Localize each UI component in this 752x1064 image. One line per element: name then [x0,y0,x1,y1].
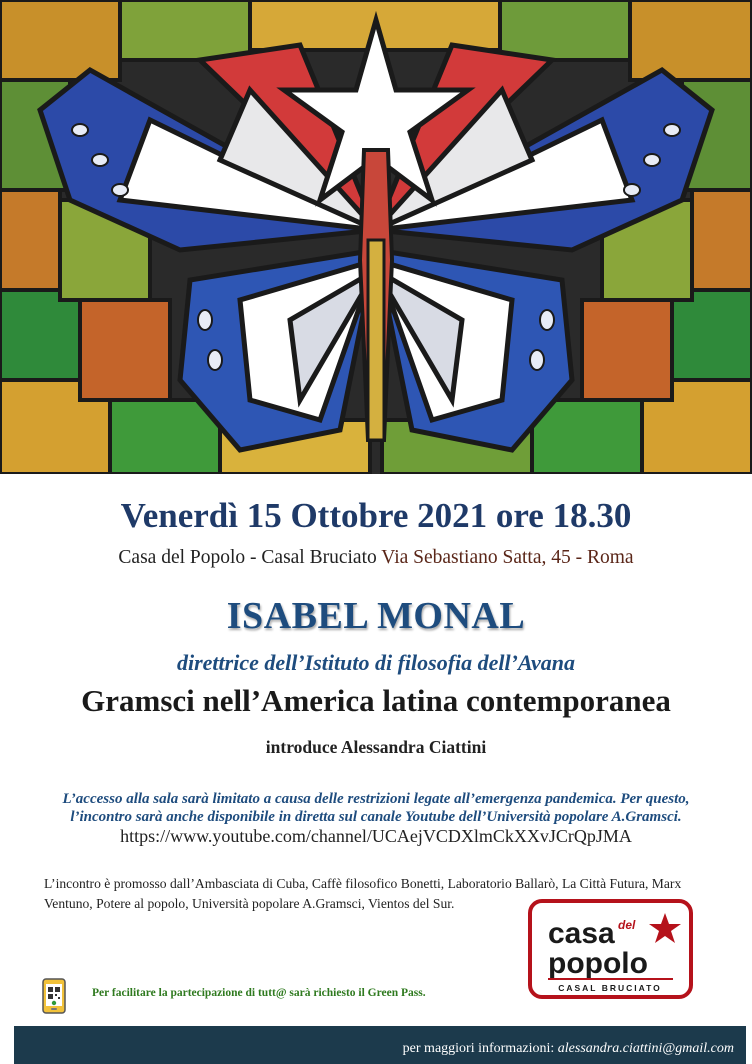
casa-del-popolo-logo [528,899,693,999]
footer-label: per maggiori informazioni: [402,1041,555,1056]
footer-contact [403,1041,734,1057]
access-notice-line: L’accesso alla sala sarà limitato a causa delle restrizioni legate all’emergenza pandemica. Per questo, [62,791,690,807]
event-venue [0,547,752,569]
venue-address: Via Sebastiano Satta, 45 - Roma [381,547,634,568]
logo-word-del: del [618,918,636,932]
logo-word-casa: casa [548,917,615,950]
promoters-line: Ventuno, Potere al popolo, Università popolare A.Gramsci, Vientos del Sur. [44,896,455,911]
green-pass-notice: Per facilitare la partecipazione di tutt@ sarà richiesto il Green Pass. [92,987,426,999]
access-notice [0,790,752,826]
talk-introducer: introduce Alessandra Ciattini [265,737,487,757]
footer-bar [14,1026,746,1064]
phone-qr-icon [42,978,66,1014]
event-date: Venerdì 15 Ottobre 2021 ore 18.30 [120,496,632,535]
youtube-link[interactable]: https://www.youtube.com/channel/UCAejVCDXlmCkXXvJCrQpJMA [120,826,632,846]
logo-subtitle: CASAL BRUCIATO [558,983,662,993]
footer-email-link[interactable]: alessandra.ciattini@gmail.com [557,1041,734,1056]
logo-word-popolo: popolo [548,947,648,980]
access-notice-line: l’incontro sarà anche disponibile in diretta sul canale Youtube dell’Università popolare A.Gramsci. [70,809,682,825]
speaker-role: direttrice dell’Istituto di filosofia dell’Avana [176,650,575,675]
promoters-line: L’incontro è promosso dall’Ambasciata di Cuba, Caffè filosofico Bonetti, Laboratorio Ballarò, La Città Futura, Marx [44,876,682,891]
talk-title: Gramsci nell’America latina contemporanea [81,683,671,718]
speaker-name: ISABEL MONAL [226,595,526,637]
venue-name: Casa del Popolo - Casal Bruciato [118,547,377,568]
stained-glass-butterfly-artwork [0,0,752,474]
